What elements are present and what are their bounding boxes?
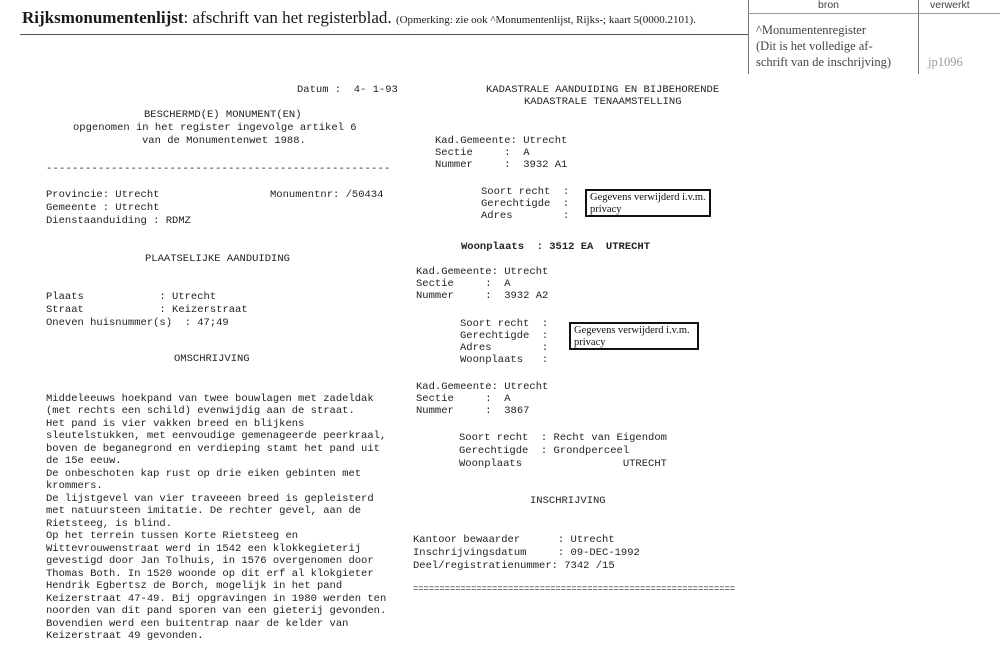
parcel1-soort-recht: Soort recht : — [481, 186, 570, 198]
omschrijving-line: Hendrik Egbertsz de Borch, mogelijk in het pand — [46, 580, 343, 592]
header-underline — [20, 34, 748, 35]
datum: Datum : 4- 1-93 — [297, 84, 398, 96]
parcel2-sectie: Sectie : A — [416, 278, 511, 290]
parcel1-sectie: Sectie : A — [435, 147, 530, 159]
verwerkt-value: jp1096 — [928, 55, 963, 69]
bron-line-2: (Dit is het volledige af- — [756, 39, 873, 53]
omschrijving-line: Op het terrein tussen Korte Rietsteeg en — [46, 530, 299, 542]
omschrijving-line: Wittevrouwenstraat werd in 1542 een klokkegieterij — [46, 542, 362, 555]
omschrijving-line: gevestigd door Jan Tolhuis, in 1576 overgenomen door — [46, 555, 374, 567]
omschrijving-line: Het pand is vier vakken breed en blijkens — [46, 417, 305, 430]
document-title — [22, 8, 696, 28]
col-verwerkt-header: verwerkt — [930, 0, 970, 11]
parcel2-gemeente: Kad.Gemeente: Utrecht — [416, 266, 549, 278]
parcel1-adres: Adres : — [481, 210, 570, 222]
parcel2-nummer: Nummer : 3932 A2 — [416, 290, 549, 302]
parcel2-soort-recht: Soort recht : — [460, 318, 549, 330]
provincie: Provincie: Utrecht — [46, 189, 160, 201]
omschrijving-line: Thomas Both. In 1520 woonde op dit erf al klokgieter — [46, 567, 374, 580]
beschermd-line-1: BESCHERMD(E) MONUMENT(EN) — [144, 109, 302, 121]
omschrijving-line: Rietsteeg, is blind. — [46, 517, 173, 530]
plaats: Plaats : Utrecht — [46, 291, 217, 303]
omschrijving-line: de 15e eeuw. — [46, 455, 122, 467]
straat: Straat : Keizerstraat — [46, 304, 248, 316]
beschermd-line-3: van de Monumentenwet 1988. — [142, 135, 306, 147]
kantoor-bewaarder: Kantoor bewaarder : Utrecht — [413, 534, 615, 546]
kadastrale-heading-1: KADASTRALE AANDUIDING EN BIJBEHORENDE — [486, 84, 720, 96]
omschrijving-line: noorden van dit pand sporen van een gieterij gevonden. — [46, 605, 387, 617]
right-separator: ============================================================= — [413, 584, 736, 594]
parcel1-woonplaats: Woonplaats : 3512 EA UTRECHT — [461, 241, 651, 253]
parcel1-privacy-box: Gegevens verwijderd i.v.m. privacy — [585, 189, 711, 217]
parcel2-woonplaats: Woonplaats : — [460, 354, 549, 366]
parcel2-privacy-box: Gegevens verwijderd i.v.m. privacy — [569, 322, 699, 350]
omschrijving-line: boven de beganegrond en verdieping stamt het pand uit — [46, 442, 380, 455]
parcel2-gerechtigde: Gerechtigde : — [460, 330, 549, 342]
omschrijving-line: (met rechts een schild) evenwijdig aan de straat. — [46, 405, 355, 417]
parcel1-nummer: Nummer : 3932 A1 — [435, 159, 568, 171]
title-bold: Rijksmonumentenlijst — [22, 8, 184, 27]
gemeente: Gemeente : Utrecht — [46, 202, 160, 214]
table-header-rule — [748, 13, 1000, 14]
inschrijving-heading: INSCHRIJVING — [530, 495, 606, 507]
parcel3-nummer: Nummer : 3867 — [416, 405, 530, 417]
table-left-border — [748, 0, 749, 74]
deel-registratienummer: Deel/registratienummer: 7342 /15 — [413, 560, 615, 572]
parcel2-adres: Adres : — [460, 342, 549, 354]
omschrijving-line: De onbeschoten kap rust op drie eiken gebinten met — [46, 467, 362, 480]
monumentnr: Monumentnr: /50434 — [270, 189, 384, 201]
bron-line-3: schrift van de inschrijving) — [756, 55, 892, 69]
omschrijving-line: sleutelstukken, met eenvoudige gemenageerde peerkraal, — [46, 430, 387, 442]
title-rest: : afschrift van het registerblad. — [183, 8, 392, 27]
omschrijving-line: De lijstgevel van vier traveeen breed is gepleisterd — [46, 492, 374, 505]
plaatselijke-heading: PLAATSELIJKE AANDUIDING — [145, 253, 290, 265]
col-bron-header: bron — [818, 0, 840, 11]
bron-line-1: ^Monumentenregister — [756, 23, 867, 37]
omschrijving-line: Keizerstraat 47-49. Bij opgravingen in 1980 werden ten — [46, 592, 387, 605]
kadastrale-heading-2: KADASTRALE TENAAMSTELLING — [524, 96, 682, 108]
inschrijvingsdatum: Inschrijvingsdatum : 09-DEC-1992 — [413, 547, 640, 559]
omschrijving-line: met natuursteen imitatie. De rechter gevel, aan de — [46, 505, 362, 517]
parcel1-gerechtigde: Gerechtigde : — [481, 198, 570, 210]
huisnummer: Oneven huisnummer(s) : 47;49 — [46, 317, 229, 329]
table-divider — [918, 0, 919, 74]
parcel3-gemeente: Kad.Gemeente: Utrecht — [416, 381, 549, 393]
omschrijving-line: Middeleeuws hoekpand van twee bouwlagen met zadeldak — [46, 392, 374, 405]
omschrijving-line: Bovendien werd een buitentrap naar de kelder van — [46, 617, 349, 630]
dienstaanduiding: Dienstaanduiding : RDMZ — [46, 215, 191, 227]
parcel3-sectie: Sectie : A — [416, 393, 511, 405]
omschrijving-line: krommers. — [46, 480, 103, 492]
parcel3-soort-recht: Soort recht : Recht van Eigendom — [459, 432, 667, 444]
omschrijving-line: Keizerstraat 49 gevonden. — [46, 630, 204, 642]
parcel3-woonplaats: Woonplaats UTRECHT — [459, 458, 667, 470]
parcel3-gerechtigde: Gerechtigde : Grondperceel — [459, 445, 630, 457]
left-separator: ----------------------------------------------------- — [46, 163, 391, 175]
parcel1-gemeente: Kad.Gemeente: Utrecht — [435, 135, 568, 147]
title-note: (Opmerking: zie ook ^Monumentenlijst, Rijks-; kaart 5(0000.2101). — [395, 14, 696, 26]
omschrijving-body — [46, 380, 386, 655]
omschrijving-heading: OMSCHRIJVING — [174, 353, 250, 365]
beschermd-line-2: opgenomen in het register ingevolge artikel 6 — [73, 122, 357, 134]
